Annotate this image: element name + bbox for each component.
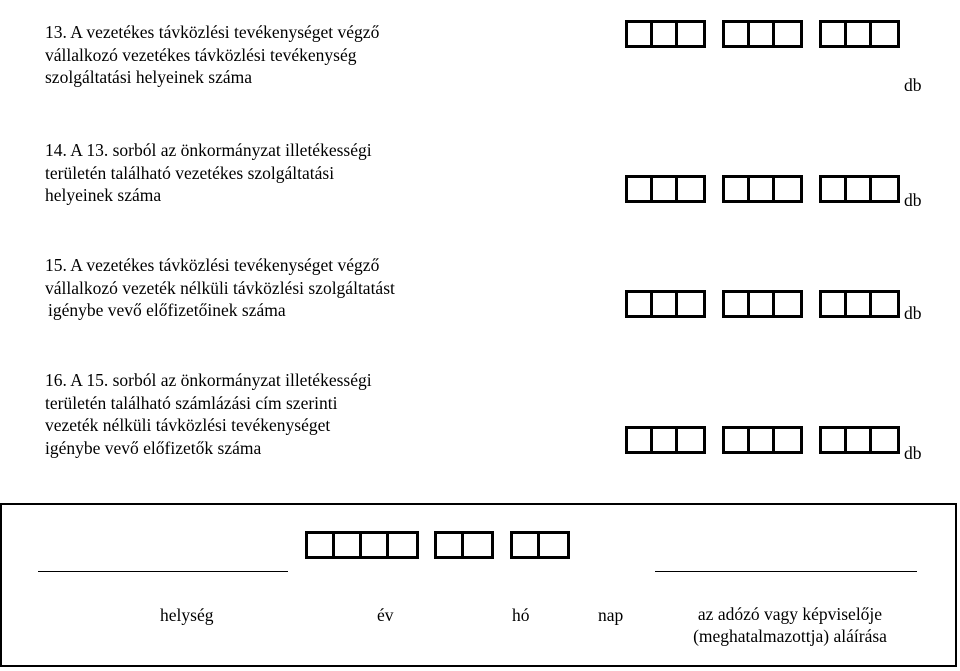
digit-group <box>722 20 803 48</box>
month-label: hó <box>512 605 530 625</box>
digit-cell[interactable] <box>653 293 678 315</box>
day-digit-cell[interactable] <box>540 534 567 556</box>
digit-cell[interactable] <box>653 429 678 451</box>
question-15-line-1: 15. A vezetékes távközlési tevékenységet végző <box>45 255 380 275</box>
digit-group <box>722 426 803 454</box>
signature-caption-line-1: az adózó vagy képviselője <box>697 604 883 624</box>
place-label: helység <box>160 605 214 625</box>
digit-cell[interactable] <box>725 293 750 315</box>
digit-cell[interactable] <box>822 178 847 200</box>
digit-cell[interactable] <box>872 293 897 315</box>
digit-group <box>722 290 803 318</box>
digit-cell[interactable] <box>725 23 750 45</box>
date-field[interactable] <box>305 531 570 559</box>
year-digit-cell[interactable] <box>389 534 416 556</box>
question-15 <box>45 254 395 322</box>
month-digit-cell[interactable] <box>437 534 464 556</box>
digit-cell[interactable] <box>822 293 847 315</box>
digit-cell[interactable] <box>750 178 775 200</box>
digit-cell[interactable] <box>725 429 750 451</box>
question-14-unit: db <box>904 190 922 210</box>
digit-group <box>819 175 900 203</box>
signature-caption-line-2: (meghatalmazottja) aláírása <box>693 626 887 646</box>
question-16-line-1: 16. A 15. sorból az önkormányzat illetékességi <box>45 370 372 390</box>
question-15-unit: db <box>904 303 922 323</box>
day-digit-group <box>510 531 570 559</box>
year-digit-group <box>305 531 419 559</box>
digit-cell[interactable] <box>628 293 653 315</box>
digit-cell[interactable] <box>628 23 653 45</box>
digit-cell[interactable] <box>750 293 775 315</box>
digit-cell[interactable] <box>847 23 872 45</box>
signature-line[interactable] <box>655 571 917 572</box>
question-14-line-1: 14. A 13. sorból az önkormányzat illetékességi <box>45 140 372 160</box>
digit-cell[interactable] <box>678 293 703 315</box>
digit-group <box>819 20 900 48</box>
question-15-line-2: vállalkozó vezeték nélküli távközlési szolgáltatást <box>45 277 395 298</box>
question-16 <box>45 369 372 459</box>
day-digit-cell[interactable] <box>513 534 540 556</box>
month-digit-cell[interactable] <box>464 534 491 556</box>
question-16-unit: db <box>904 443 922 463</box>
digit-cell[interactable] <box>822 429 847 451</box>
question-13-line-1: 13. A vezetékes távközlési tevékenységet végző <box>45 22 380 42</box>
digit-group <box>625 20 706 48</box>
digit-cell[interactable] <box>628 429 653 451</box>
month-digit-group <box>434 531 494 559</box>
question-16-line-2: területén található számlázási cím szerinti <box>45 392 338 413</box>
place-line[interactable] <box>38 571 288 572</box>
question-14-line-2: területén található vezetékes szolgáltatási <box>45 162 335 183</box>
question-16-number-field[interactable] <box>625 426 900 454</box>
question-14 <box>45 139 372 207</box>
question-13-unit: db <box>904 75 922 95</box>
question-15-number-field[interactable] <box>625 290 900 318</box>
digit-group <box>625 426 706 454</box>
digit-cell[interactable] <box>872 178 897 200</box>
digit-cell[interactable] <box>847 429 872 451</box>
digit-cell[interactable] <box>678 23 703 45</box>
digit-group <box>722 175 803 203</box>
digit-cell[interactable] <box>775 293 800 315</box>
digit-group <box>819 426 900 454</box>
digit-cell[interactable] <box>678 178 703 200</box>
question-13-line-2: vállalkozó vezetékes távközlési tevékenység <box>45 44 357 65</box>
signature-caption <box>672 603 908 647</box>
day-label: nap <box>598 605 624 625</box>
question-14-number-field[interactable] <box>625 175 900 203</box>
question-14-line-3: helyeinek száma <box>45 185 162 205</box>
digit-cell[interactable] <box>750 429 775 451</box>
digit-cell[interactable] <box>775 23 800 45</box>
digit-cell[interactable] <box>775 429 800 451</box>
digit-cell[interactable] <box>872 23 897 45</box>
digit-cell[interactable] <box>628 178 653 200</box>
digit-cell[interactable] <box>872 429 897 451</box>
digit-cell[interactable] <box>678 429 703 451</box>
question-13-number-field[interactable] <box>625 20 900 48</box>
digit-cell[interactable] <box>847 293 872 315</box>
question-15-line-3: igénybe vevő előfizetőinek száma <box>48 300 286 320</box>
digit-cell[interactable] <box>725 178 750 200</box>
question-13-line-3: szolgáltatási helyeinek száma <box>45 67 253 87</box>
digit-group <box>625 175 706 203</box>
digit-cell[interactable] <box>847 178 872 200</box>
question-13 <box>45 21 379 89</box>
year-digit-cell[interactable] <box>308 534 335 556</box>
question-16-line-4: igénybe vevő előfizetők száma <box>45 437 262 458</box>
digit-cell[interactable] <box>653 23 678 45</box>
question-16-line-3: vezeték nélküli távközlési tevékenységet <box>45 415 331 435</box>
digit-group <box>819 290 900 318</box>
year-digit-cell[interactable] <box>335 534 362 556</box>
year-digit-cell[interactable] <box>362 534 389 556</box>
digit-cell[interactable] <box>653 178 678 200</box>
digit-cell[interactable] <box>822 23 847 45</box>
year-label: év <box>377 605 394 625</box>
digit-cell[interactable] <box>750 23 775 45</box>
digit-group <box>625 290 706 318</box>
digit-cell[interactable] <box>775 178 800 200</box>
